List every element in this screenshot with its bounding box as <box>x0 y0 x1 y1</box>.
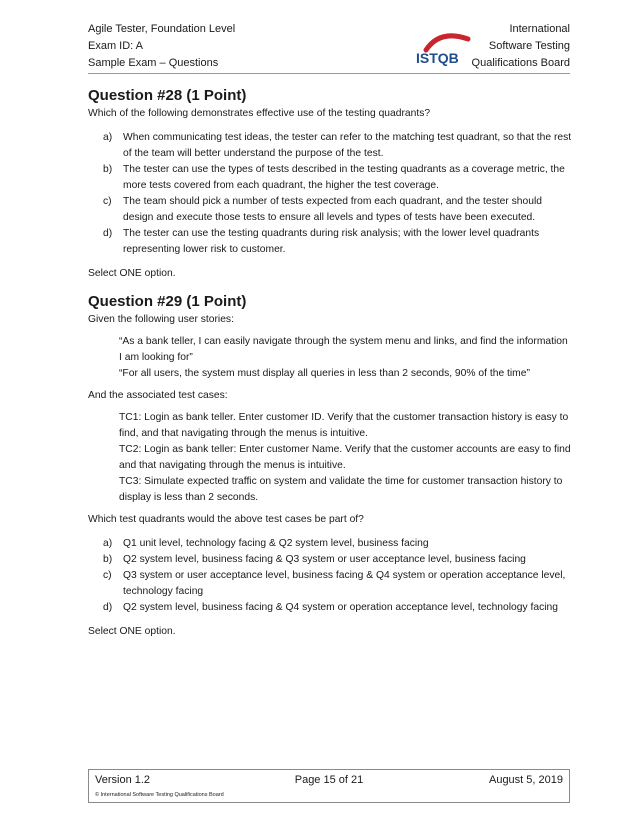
header-divider <box>88 73 570 74</box>
option-item <box>88 194 572 226</box>
istqb-logo <box>414 31 474 67</box>
footer-version: Version 1.2 <box>95 774 151 786</box>
option-text: Q1 unit level, technology facing & Q2 system level, business facing <box>123 538 429 549</box>
logo-text: ISTQB <box>416 50 459 66</box>
header-org-line1: International <box>509 23 570 35</box>
header-org-line2: Software Testing <box>488 40 570 52</box>
header-right <box>472 21 570 72</box>
option-item <box>88 600 572 616</box>
option-text: Q2 system level, business facing & Q3 system or user acceptance level, business facing <box>123 554 526 565</box>
test-case: TC2: Login as bank teller: Enter customer Name. Verify that the customer accounts are easy to find and that navigating through the menus is intuitive. <box>119 444 571 471</box>
header-exam-id: Exam ID: A <box>88 40 144 52</box>
question-28-instruction: Select ONE option. <box>88 268 176 279</box>
header-left <box>88 21 235 72</box>
question-29-stem: Which test quadrants would the above test cases be part of? <box>88 514 364 525</box>
page-footer <box>88 769 570 803</box>
user-story: “For all users, the system must display all queries in less than 2 seconds, 90% of the time” <box>119 368 530 379</box>
option-text: Q2 system level, business facing & Q4 system or operation acceptance level, technology facing <box>123 602 558 613</box>
footer-date: August 5, 2019 <box>488 774 563 786</box>
option-item <box>88 552 572 568</box>
option-label: a) <box>103 132 113 143</box>
option-text: The tester can use the types of tests described in the testing quadrants as a coverage metric, the more tests covered from each quadrant, the higher the test coverage. <box>123 164 565 191</box>
header-doc-type: Sample Exam – Questions <box>88 57 219 69</box>
user-stories <box>88 334 572 382</box>
option-item <box>88 568 572 600</box>
option-item <box>88 226 572 258</box>
option-label: c) <box>103 570 112 581</box>
question-28-options <box>88 130 572 258</box>
option-label: c) <box>103 196 112 207</box>
test-cases <box>88 410 572 506</box>
option-text: Q3 system or user acceptance level, business facing & Q4 system or operation acceptance level, technology facing <box>123 570 566 597</box>
option-label: b) <box>103 164 113 175</box>
test-case: TC3: Simulate expected traffic on system and validate the time for customer transaction history to display is less than 2 seconds. <box>119 476 563 503</box>
option-text: The tester can use the testing quadrants during risk analysis; with the lower level quadrants representing lower risk to customer. <box>123 228 540 255</box>
question-29-instruction: Select ONE option. <box>88 626 176 637</box>
option-label: b) <box>103 554 113 565</box>
header-syllabus: Agile Tester, Foundation Level <box>88 23 236 35</box>
page-content <box>88 86 572 640</box>
test-case: TC1: Login as bank teller. Enter customer ID. Verify that the customer transaction history is easy to find, and that navigating through the menus is intuitive. <box>119 412 569 439</box>
question-29-options <box>88 536 572 616</box>
header-org-line3: Qualifications Board <box>471 57 570 69</box>
option-label: d) <box>103 228 113 239</box>
option-label: d) <box>103 602 113 613</box>
question-28-title: Question #28 (1 Point) <box>88 87 247 104</box>
option-text: When communicating test ideas, the tester can refer to the matching test quadrant, so that the rest of the team will better understand the purpose of the test. <box>123 132 572 159</box>
question-29-title: Question #29 (1 Point) <box>88 293 247 310</box>
option-item <box>88 130 572 162</box>
option-label: a) <box>103 538 113 549</box>
user-story: “As a bank teller, I can easily navigate through the system menu and links, and find the information I am looking for” <box>119 336 568 363</box>
logo-arc <box>426 36 468 50</box>
option-item <box>88 536 572 552</box>
question-29-intro: Given the following user stories: <box>88 314 234 325</box>
option-text: The team should pick a number of tests expected from each quadrant, and the tester should design and execute those tests to ensure all levels and types of tests have been executed. <box>123 196 542 223</box>
question-28-stem: Which of the following demonstrates effective use of the testing quadrants? <box>88 108 431 119</box>
footer-page-number: Page 15 of 21 <box>294 774 364 786</box>
test-cases-intro: And the associated test cases: <box>88 390 228 401</box>
page-header <box>88 21 570 71</box>
footer-copyright: © International Software Testing Qualifications Board <box>95 792 224 798</box>
option-item <box>88 162 572 194</box>
